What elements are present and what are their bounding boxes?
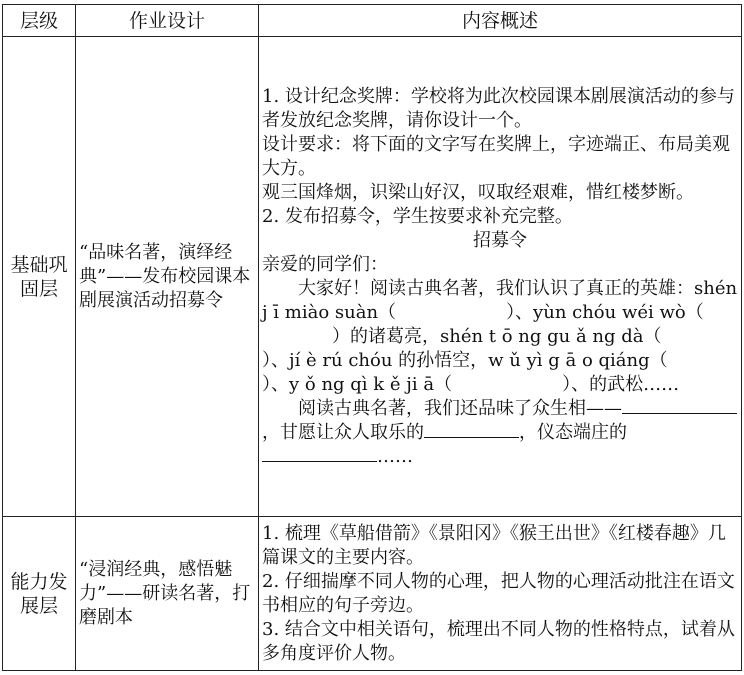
content-cell — [259, 37, 742, 517]
notice-paragraph-2: 阅读古典名著，我们还品味了众生相——，甘愿让众人取乐的 ，仪态端庄的…… — [262, 397, 738, 469]
item-2: 2. 仔细揣摩不同人物的心理，把人物的心理活动批注在语文书相应的句子旁边。 — [262, 571, 735, 616]
answer-underline[interactable] — [622, 397, 737, 414]
answer-underline[interactable] — [262, 445, 377, 462]
design-requirement: 设计要求：将下面的文字写在奖牌上，字迹端正、布局美观大方。 — [262, 134, 730, 179]
level-cell: 基础巩固层 — [3, 37, 76, 517]
header-content: 内容概述 — [259, 5, 742, 37]
item-2: 2. 发布招募令，学生按要求补充完整。 — [262, 206, 573, 227]
notice-title: 招募令 — [473, 230, 527, 251]
homework-table — [2, 4, 742, 671]
notice-greeting: 亲爱的同学们： — [262, 254, 388, 275]
item-3: 3. 结合文中相关语句，梳理出不同人物的性格特点，试着从多角度评价人物。 — [262, 619, 735, 664]
notice-paragraph-1: 大家好！阅读古典名著，我们认识了真正的英雄：shén j ī miào suàn（ ）、yùn chóu wéi wò（）的诸葛亮，shén t ō ng gu ǎ ng dà（）、jí è rú chóu 的孙悟空，w ǔ yì g ā o qiáng（）、y ǒ ng qì k ě ji ā（ ）、的武松…… — [262, 278, 738, 395]
header-row — [3, 5, 742, 37]
medal-motto: 观三国烽烟，识梁山好汉，叹取经艰难，惜红楼梦断。 — [262, 182, 694, 203]
header-level: 层级 — [3, 5, 76, 37]
table-row — [3, 517, 742, 671]
content-cell — [259, 517, 742, 671]
level-cell: 能力发展层 — [3, 517, 76, 671]
table-row — [3, 37, 742, 517]
item-1: 1. 梳理《草船借箭》《景阳冈》《猴王出世》《红楼春趣》几篇课文的主要内容。 — [262, 523, 726, 568]
header-design: 作业设计 — [76, 5, 259, 37]
design-cell: “浸润经典，感悟魅力”——研读名著，打磨剧本 — [76, 517, 259, 671]
item-1: 1. 设计纪念奖牌：学校将为此次校园课本剧展演活动的参与者发放纪念奖牌，请你设计一个。 — [262, 86, 735, 131]
answer-underline[interactable] — [424, 421, 519, 438]
design-cell: “品味名著，演绎经典”——发布校园课本剧展演活动招募令 — [76, 37, 259, 517]
